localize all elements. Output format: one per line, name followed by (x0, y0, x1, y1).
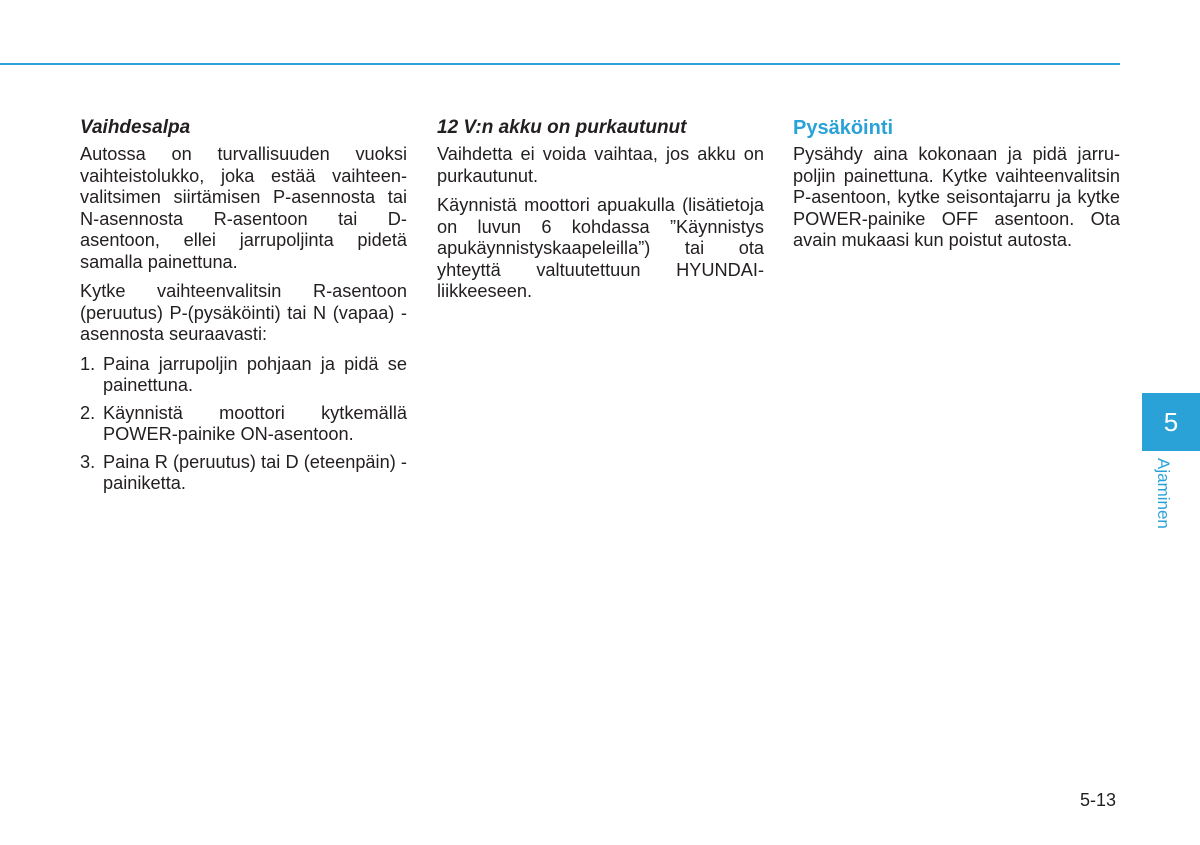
column-akku (437, 116, 764, 311)
section-heading-vaihdesalpa: Vaihdesalpa (80, 117, 191, 138)
paragraph: Käynnistä moottori apuakulla (lisätietoja on luvun 6 kohdassa ”Käynnistys apukäynnistyskaapeleilla”) tai ota yhteyttä valtuutettuun HYUNDAI-liikkeeseen. (437, 195, 764, 301)
paragraph: Pysähdy aina kokonaan ja pidä jarrupoljin painettuna. Kytke vaihteenvalitsin P-asentoon, kytke seisontajarru ja kytke POWER-painike OFF asentoon. Ota avain mukaasi kun poistut autosta. (793, 144, 1120, 250)
step-number: 1. (80, 353, 96, 374)
step-text: Paina jarrupoljin pohjaan ja pidä se painettuna. (103, 353, 407, 395)
step-number: 3. (80, 451, 96, 472)
page-number: 5-13 (1080, 790, 1117, 810)
list-item (80, 403, 407, 446)
step-text: Käynnistä moottori kytkemällä POWER-painike ON-asentoon. (103, 402, 407, 444)
header-rule (0, 63, 1120, 65)
paragraph: Kytke vaihteenvalitsin R-asentoon (peruutus) P-(pysäköinti) tai N (vapaa) -asennosta seuraavasti: (80, 281, 407, 344)
paragraph: Autossa on turvallisuuden vuoksi vaihteistolukko, joka estää vaihteenvalitsimen siirtämisen P-asennosta tai N-asennosta R-asentoon tai D-asentoon, ellei jarrupoljinta pidetä samalla painettuna. (80, 144, 407, 272)
list-item (80, 452, 407, 495)
column-vaihdesalpa (80, 116, 407, 501)
step-list (80, 354, 407, 495)
section-heading-pysakointi: Pysäköinti (793, 117, 894, 139)
paragraph: Vaihdetta ei voida vaihtaa, jos akku on purkautunut. (437, 144, 764, 186)
step-number: 2. (80, 402, 96, 423)
chapter-tab: 5 (1142, 393, 1200, 451)
column-pysakointi (793, 116, 1120, 260)
list-item (80, 354, 407, 397)
step-text: Paina R (peruutus) tai D (eteenpäin) -painiketta. (103, 451, 407, 493)
chapter-name: Ajaminen (1154, 458, 1173, 529)
section-heading-akku: 12 V:n akku on purkautunut (437, 117, 687, 138)
